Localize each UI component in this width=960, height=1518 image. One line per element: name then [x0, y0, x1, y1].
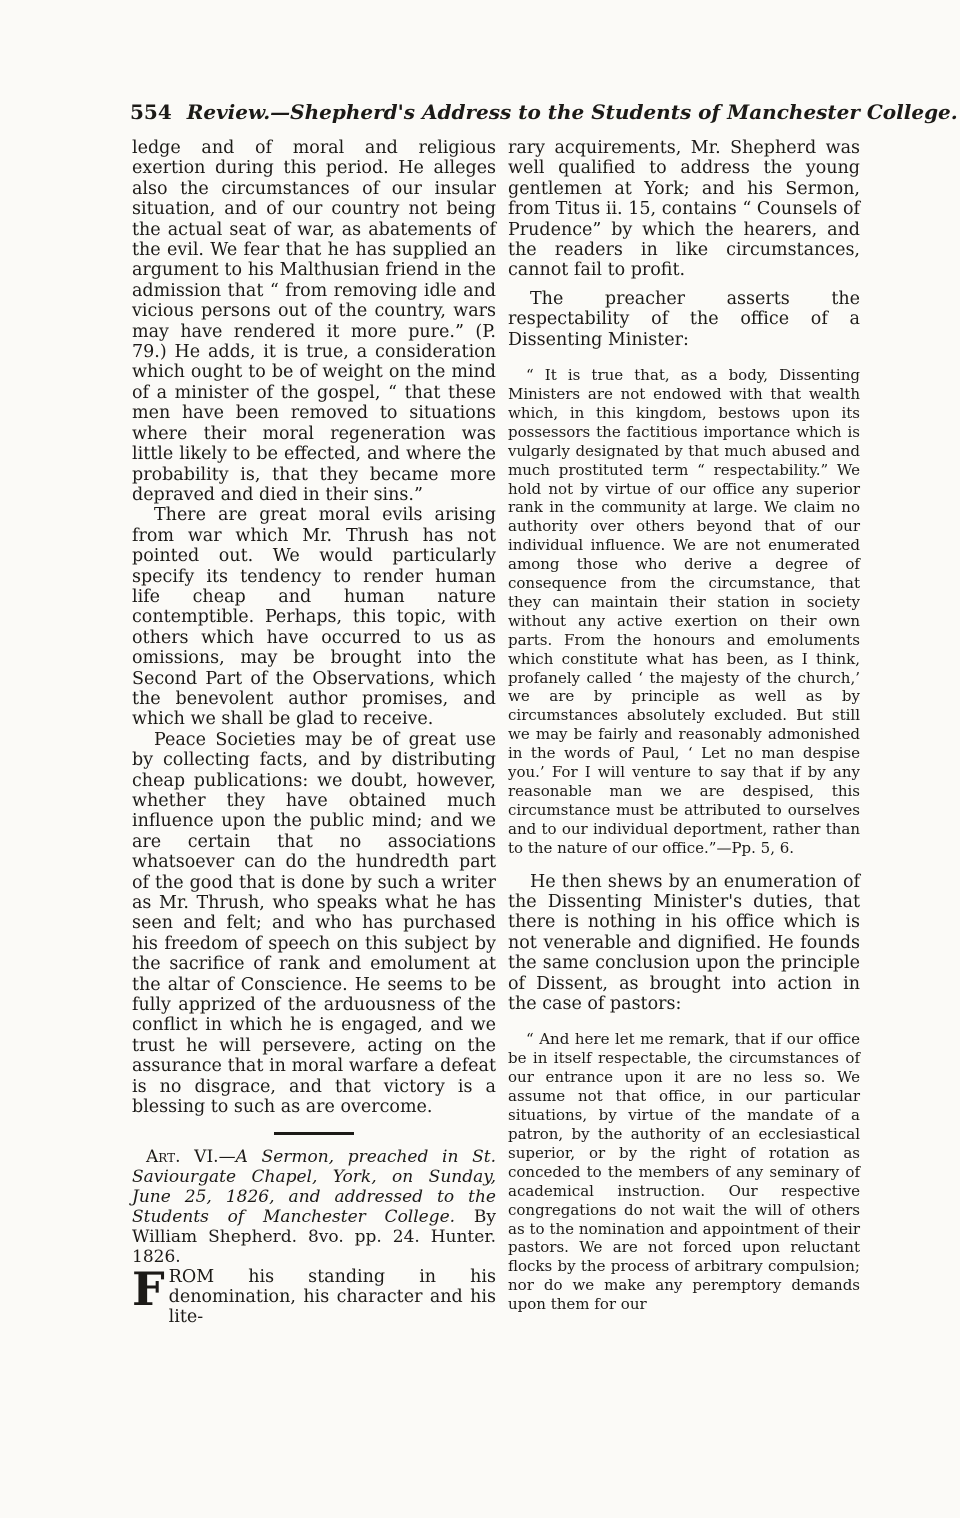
- paragraph: The preacher asserts the respectability of the office of a Dissenting Minister:: [508, 288, 860, 350]
- block-quote: [508, 1030, 860, 1314]
- opening-caps: ROM: [168, 1266, 215, 1287]
- page-number: 554: [130, 100, 172, 124]
- article-heading: [132, 1147, 496, 1267]
- paragraph: rary acquirements, Mr. Shepherd was well qualified to address the young gentlemen at York; and his Sermon, from Titus ii. 15, contains “ Counsels of Prudence” by which the hearers, and the readers in like circumstances, cannot fail to profit.: [508, 138, 860, 281]
- quote-text: “ And here let me remark, that if our office be in itself respectable, the circumstances of our entrance upon it are no less so. We assume not that office, in our particular situations, by virtue of the mandate of a patron, by the authority of an ecclesiastical superior, or by the right of rotation as conceded to the members of any seminary of academical instruction. Our respective congregations do not wait the will of others as to the nomination and appointment of their pastors. We are not forced upon reluctant flocks by the process of arbitrary compulsion; nor do we make any peremptory demands upon them for our: [508, 1030, 860, 1314]
- article-title: —A Sermon, preached in St. Saviourgate Chapel, York, on Sunday, June 25, 1826, and addressed to the Students of Manchester College.: [132, 1146, 496, 1227]
- left-column: [132, 138, 496, 1328]
- paragraph: There are great moral evils arising from war which Mr. Thrush has not pointed out. We would particularly specify its tendency to render human life cheap and human nature contemptible. Perhaps, this topic, with others which have occurred to us as omissions, may be brought into the Second Part of the Observations, which the benevolent author promises, and which we shall be glad to receive.: [132, 505, 496, 730]
- paragraph: ledge and of moral and religious exertion during this period. He alleges also the circumstances of our insular situation, and of our country not being the actual seat of war, as abatements of the evil. We fear that he has supplied an argument to his Malthusian friend in the admission that “ from removing idle and vicious persons out of the country, wars may have rendered it more pure.” (P. 79.) He adds, it is true, a consideration which ought to be of weight on the mind of a minister of the gospel, “ that these men have been removed to situations where their moral regeneration was little likely to be effected, and where the probability is, that they became more depraved and died in their sins.”: [132, 138, 496, 505]
- quote-text: “ It is true that, as a body, Dissenting Ministers are not endowed with that wealth which, in this kingdom, bestows upon its possessors the factitious importance which is vulgarly designated by that much abused and much prostituted term “ respectability.” We hold not by virtue of our office any superior rank in the community at large. We claim no authority over others beyond that of our individual influence. We are not enumerated among those who derive a degree of consequence from the circumstance, that they can maintain their station in society without any active exertion on their own parts. From the honours and emoluments which constitute what has been, as I think, profanely called ‘ the majesty of the church,’ we are by principle as well as by circumstances absolutely excluded. But still we may be fairly and reasonably admonished in the words of Paul, ‘ Let no man despise you.’ For I will venture to say that if by any reasonable man we are despised, this circumstance must be attributed to ourselves and to our individual deportment, rather than to the nature of our office.”—Pp. 5, 6.: [508, 366, 860, 857]
- running-header: [130, 100, 958, 124]
- running-title: Review.—Shepherd's Address to the Students of Manchester College.: [186, 100, 958, 124]
- block-quote: [508, 366, 860, 858]
- article-label: Art. VI.: [146, 1146, 219, 1167]
- paragraph: He then shews by an enumeration of the Dissenting Minister's duties, that there is nothing in his office which is not venerable and dignified. He founds the same conclusion upon the principle of Dissent, as brought into action in the case of pastors:: [508, 871, 860, 1015]
- opening-text: his standing in his denomination, his character and his lite-: [168, 1266, 496, 1328]
- section-divider: [274, 1132, 354, 1135]
- opening-paragraph: [132, 1261, 496, 1328]
- right-column: [508, 138, 860, 1328]
- article-details: By William Shepherd. 8vo. pp. 24. Hunter. 1826.: [132, 1206, 497, 1267]
- drop-cap: F: [132, 1261, 165, 1316]
- paragraph: Peace Societies may be of great use by collecting facts, and by distributing cheap publications: we doubt, however, whether they have obtained much influence upon the public mind; and we are certain that no associations whatsoever can do the hundredth part of the good that is done by such a writer as Mr. Thrush, who speaks what he has seen and felt; and who has purchased his freedom of speech on this subject by the sacrifice of rank and emolument at the altar of Conscience. He seems to be fully apprized of the arduousness of the conflict in which he is engaged, and we trust he will persevere, acting on the assurance that in moral warfare a defeat is no disgrace, and that victory is a blessing to such as are overcome.: [132, 729, 496, 1118]
